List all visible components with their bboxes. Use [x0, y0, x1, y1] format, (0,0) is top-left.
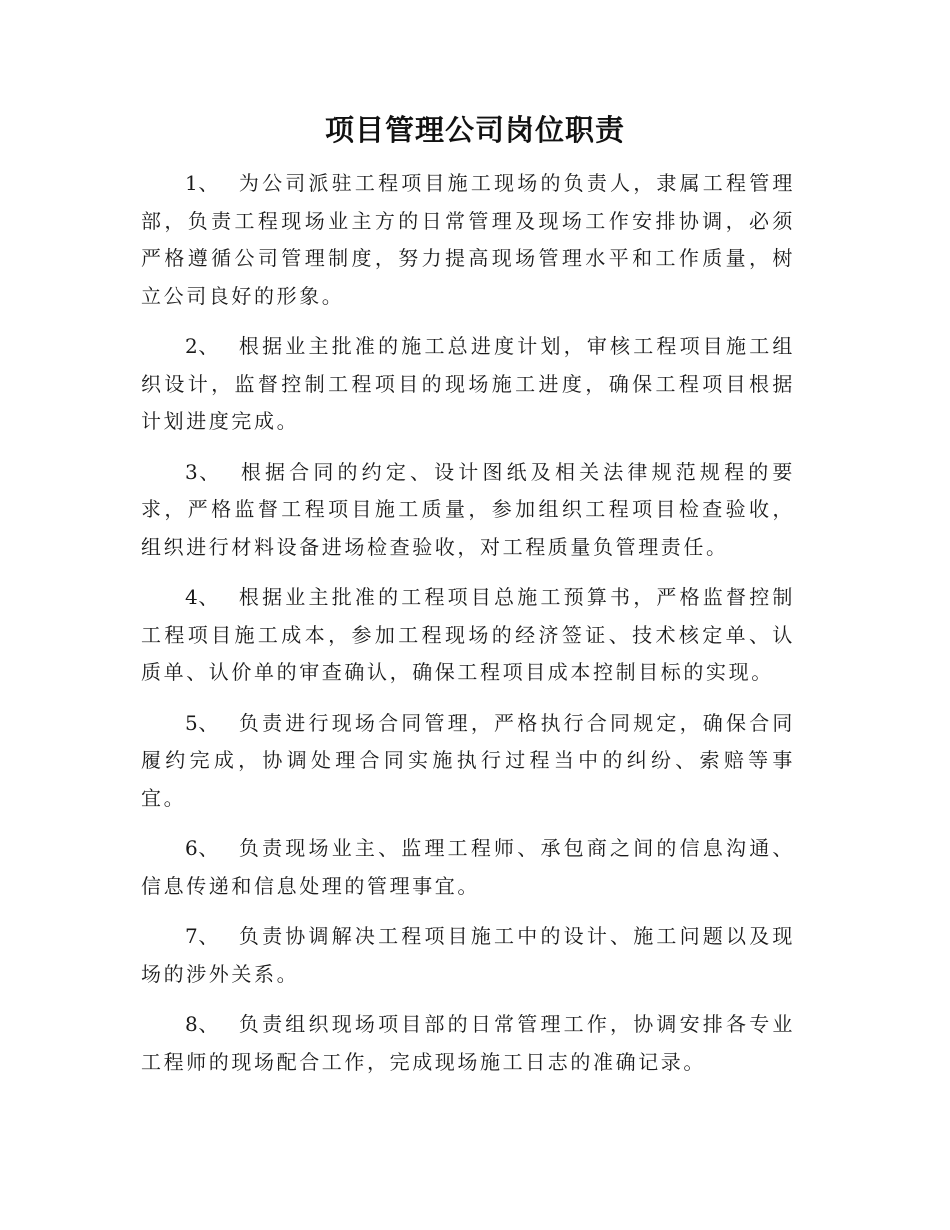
item-text: 根据合同的约定、设计图纸及相关法律规范规程的要求，严格监督工程项目施工质量，参加组织工程项目检查验收，组织进行材料设备进场检查验收，对工程质量负管理责任。	[141, 459, 795, 559]
paragraph-6	[141, 830, 795, 905]
document-title: 项目管理公司岗位职责	[324, 113, 625, 147]
item-text: 负责现场业主、监理工程师、承包商之间的信息沟通、信息传递和信息处理的管理事宜。	[141, 836, 795, 898]
item-number: 4、	[185, 585, 219, 609]
paragraph-4	[141, 579, 795, 692]
paragraph-3	[141, 454, 795, 567]
paragraph-2	[141, 328, 795, 441]
item-number: 2、	[185, 334, 219, 358]
paragraph-8	[141, 1006, 795, 1081]
item-number: 3、	[185, 459, 221, 484]
item-text: 根据业主批准的工程项目总施工预算书，严格监督控制工程项目施工成本，参加工程现场的经济签证、技术核定单、认质单、认价单的审查确认，确保工程项目成本控制目标的实现。	[141, 585, 795, 684]
item-text: 根据业主批准的施工总进度计划，审核工程项目施工组织设计，监督控制工程项目的现场施工进度，确保工程项目根据计划进度完成。	[141, 334, 795, 433]
item-text: 为公司派驻工程项目施工现场的负责人，隶属工程管理部，负责工程现场业主方的日常管理及现场工作安排协调，必须严格遵循公司管理制度，努力提高现场管理水平和工作质量，树立公司良好的形象。	[141, 171, 795, 308]
paragraph-5	[141, 705, 795, 818]
item-number: 5、	[185, 710, 219, 735]
item-text: 负责进行现场合同管理，严格执行合同规定，确保合同履约完成，协调处理合同实施执行过程当中的纠纷、索赔等事宜。	[141, 710, 795, 810]
item-number: 8、	[185, 1012, 219, 1036]
item-number: 7、	[185, 924, 219, 948]
item-number: 1、	[185, 171, 219, 195]
item-text: 负责协调解决工程项目施工中的设计、施工问题以及现场的涉外关系。	[141, 924, 795, 986]
item-number: 6、	[185, 836, 219, 860]
paragraph-1	[141, 165, 795, 315]
paragraph-7	[141, 918, 795, 993]
item-text: 负责组织现场项目部的日常管理工作，协调安排各专业工程师的现场配合工作，完成现场施工日志的准确记录。	[141, 1012, 795, 1074]
document-body	[141, 165, 795, 1094]
